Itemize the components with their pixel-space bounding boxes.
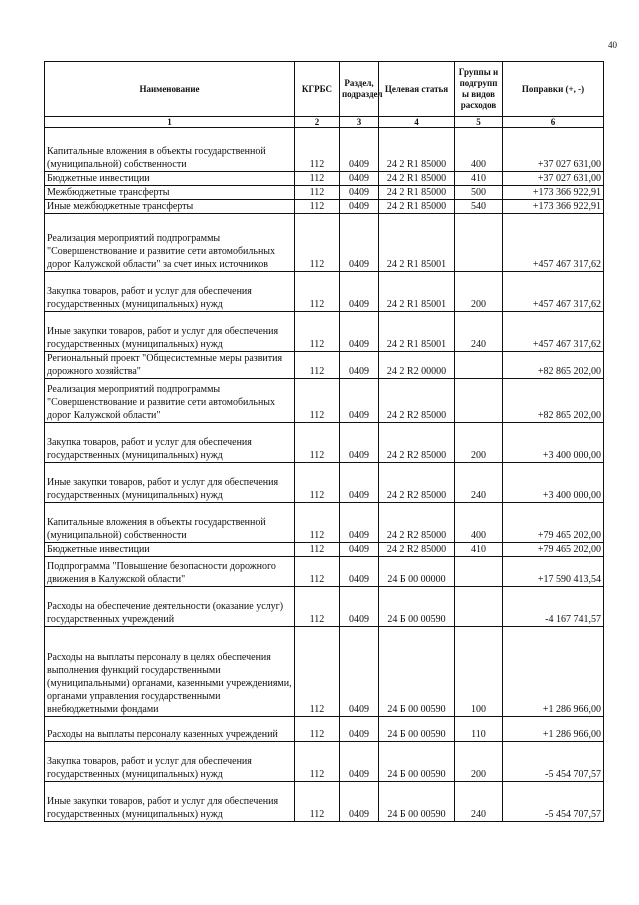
table-row <box>45 557 604 587</box>
row-kgrbs: 112 <box>295 214 340 272</box>
table-row <box>45 272 604 312</box>
row-target: 24 2 R2 85000 <box>379 379 455 423</box>
row-target: 24 Б 00 00000 <box>379 557 455 587</box>
table-row <box>45 503 604 543</box>
row-name: Межбюджетные трансферты <box>45 186 295 200</box>
row-amount: +3 400 000,00 <box>503 423 604 463</box>
row-name: Подпрограмма "Повышение безопасности дорожного движения в Калужской области" <box>45 557 295 587</box>
col-number: 4 <box>379 117 455 128</box>
row-kgrbs: 112 <box>295 717 340 742</box>
row-kgrbs: 112 <box>295 272 340 312</box>
row-name: Реализация мероприятий подпрограммы "Совершенствование и развитие сети автомобильных дорог Калужской области" <box>45 379 295 423</box>
row-name: Капитальные вложения в объекты государственной (муниципальной) собственности <box>45 128 295 172</box>
row-kgrbs: 112 <box>295 379 340 423</box>
row-section: 0409 <box>340 312 379 352</box>
row-amount: +457 467 317,62 <box>503 312 604 352</box>
table-row <box>45 587 604 627</box>
table-row <box>45 627 604 717</box>
row-name: Расходы на обеспечение деятельности (оказание услуг) государственных учреждений <box>45 587 295 627</box>
table-row <box>45 463 604 503</box>
row-kgrbs: 112 <box>295 352 340 379</box>
row-name: Иные закупки товаров, работ и услуг для обеспечения государственных (муниципальных) нужд <box>45 312 295 352</box>
row-name: Бюджетные инвестиции <box>45 543 295 557</box>
row-target: 24 Б 00 00590 <box>379 717 455 742</box>
row-section: 0409 <box>340 352 379 379</box>
row-name: Иные закупки товаров, работ и услуг для обеспечения государственных (муниципальных) нужд <box>45 782 295 822</box>
row-group: 200 <box>455 742 503 782</box>
row-section: 0409 <box>340 587 379 627</box>
row-name: Иные межбюджетные трансферты <box>45 200 295 214</box>
row-section: 0409 <box>340 272 379 312</box>
header-amendments: Поправки (+, -) <box>503 62 604 117</box>
row-amount: +173 366 922,91 <box>503 200 604 214</box>
table-row <box>45 742 604 782</box>
row-group <box>455 379 503 423</box>
row-name: Расходы на выплаты персоналу казенных учреждений <box>45 717 295 742</box>
row-amount: -4 167 741,57 <box>503 587 604 627</box>
row-group: 400 <box>455 503 503 543</box>
row-section: 0409 <box>340 172 379 186</box>
row-section: 0409 <box>340 214 379 272</box>
table-row <box>45 186 604 200</box>
header-section: Раздел, подраздел <box>340 62 379 117</box>
row-group: 110 <box>455 717 503 742</box>
row-section: 0409 <box>340 717 379 742</box>
row-amount: +82 865 202,00 <box>503 352 604 379</box>
row-target: 24 2 R1 85000 <box>379 200 455 214</box>
row-group <box>455 214 503 272</box>
row-amount: +1 286 966,00 <box>503 627 604 717</box>
row-amount: +17 590 413,54 <box>503 557 604 587</box>
row-kgrbs: 112 <box>295 503 340 543</box>
row-amount: +457 467 317,62 <box>503 214 604 272</box>
row-group: 540 <box>455 200 503 214</box>
row-group: 400 <box>455 128 503 172</box>
row-name: Закупка товаров, работ и услуг для обеспечения государственных (муниципальных) нужд <box>45 742 295 782</box>
row-amount: +37 027 631,00 <box>503 172 604 186</box>
row-section: 0409 <box>340 543 379 557</box>
col-number: 3 <box>340 117 379 128</box>
row-amount: +457 467 317,62 <box>503 272 604 312</box>
row-group: 240 <box>455 463 503 503</box>
row-target: 24 2 R1 85001 <box>379 272 455 312</box>
row-target: 24 2 R1 85000 <box>379 186 455 200</box>
col-number: 5 <box>455 117 503 128</box>
table-row <box>45 543 604 557</box>
budget-amendments-table <box>44 61 604 822</box>
row-target: 24 2 R1 85000 <box>379 172 455 186</box>
table-row <box>45 128 604 172</box>
row-target: 24 2 R2 85000 <box>379 463 455 503</box>
row-name: Расходы на выплаты персоналу в целях обеспечения выполнения функций государственными (муниципальными) органами, казенными учреждениями, органами управления государственными внебюджетными фондами <box>45 627 295 717</box>
page-number: 40 <box>608 40 617 50</box>
row-kgrbs: 112 <box>295 587 340 627</box>
row-target: 24 Б 00 00590 <box>379 742 455 782</box>
row-kgrbs: 112 <box>295 782 340 822</box>
row-name: Капитальные вложения в объекты государственной (муниципальной) собственности <box>45 503 295 543</box>
row-amount: -5 454 707,57 <box>503 782 604 822</box>
row-amount: +79 465 202,00 <box>503 543 604 557</box>
table-row <box>45 717 604 742</box>
row-kgrbs: 112 <box>295 200 340 214</box>
row-amount: +173 366 922,91 <box>503 186 604 200</box>
row-group: 410 <box>455 543 503 557</box>
row-kgrbs: 112 <box>295 742 340 782</box>
row-section: 0409 <box>340 200 379 214</box>
row-group: 240 <box>455 312 503 352</box>
row-name: Бюджетные инвестиции <box>45 172 295 186</box>
row-kgrbs: 112 <box>295 186 340 200</box>
row-kgrbs: 112 <box>295 557 340 587</box>
row-group: 240 <box>455 782 503 822</box>
table-row <box>45 423 604 463</box>
col-number: 1 <box>45 117 295 128</box>
table-row <box>45 200 604 214</box>
row-name: Региональный проект "Общесистемные меры развития дорожного хозяйства" <box>45 352 295 379</box>
row-section: 0409 <box>340 128 379 172</box>
row-target: 24 2 R2 85000 <box>379 543 455 557</box>
row-target: 24 2 R1 85001 <box>379 214 455 272</box>
row-amount: +3 400 000,00 <box>503 463 604 503</box>
row-target: 24 Б 00 00590 <box>379 627 455 717</box>
row-group <box>455 587 503 627</box>
header-target: Целевая статья <box>379 62 455 117</box>
row-kgrbs: 112 <box>295 172 340 186</box>
row-section: 0409 <box>340 463 379 503</box>
row-kgrbs: 112 <box>295 128 340 172</box>
table-row <box>45 312 604 352</box>
row-target: 24 2 R2 85000 <box>379 423 455 463</box>
row-kgrbs: 112 <box>295 312 340 352</box>
table-row <box>45 172 604 186</box>
row-amount: +82 865 202,00 <box>503 379 604 423</box>
row-amount: -5 454 707,57 <box>503 742 604 782</box>
row-kgrbs: 112 <box>295 543 340 557</box>
col-number: 2 <box>295 117 340 128</box>
row-group: 500 <box>455 186 503 200</box>
table-row <box>45 352 604 379</box>
row-section: 0409 <box>340 557 379 587</box>
row-target: 24 2 R2 00000 <box>379 352 455 379</box>
row-group: 410 <box>455 172 503 186</box>
row-section: 0409 <box>340 782 379 822</box>
row-name: Иные закупки товаров, работ и услуг для обеспечения государственных (муниципальных) нужд <box>45 463 295 503</box>
row-section: 0409 <box>340 627 379 717</box>
row-group: 200 <box>455 272 503 312</box>
row-amount: +79 465 202,00 <box>503 503 604 543</box>
row-amount: +1 286 966,00 <box>503 717 604 742</box>
row-group <box>455 352 503 379</box>
table-row <box>45 782 604 822</box>
row-target: 24 Б 00 00590 <box>379 782 455 822</box>
row-section: 0409 <box>340 503 379 543</box>
row-kgrbs: 112 <box>295 627 340 717</box>
row-name: Закупка товаров, работ и услуг для обеспечения государственных (муниципальных) нужд <box>45 272 295 312</box>
row-name: Реализация мероприятий подпрограммы "Совершенствование и развитие сети автомобильных дорог Калужской области" за счет иных источников <box>45 214 295 272</box>
header-kgrbs: КГРБС <box>295 62 340 117</box>
header-name: Наименование <box>45 62 295 117</box>
row-group: 100 <box>455 627 503 717</box>
row-target: 24 Б 00 00590 <box>379 587 455 627</box>
row-group: 200 <box>455 423 503 463</box>
row-section: 0409 <box>340 742 379 782</box>
row-kgrbs: 112 <box>295 463 340 503</box>
row-kgrbs: 112 <box>295 423 340 463</box>
row-section: 0409 <box>340 423 379 463</box>
table-row <box>45 379 604 423</box>
row-target: 24 2 R1 85000 <box>379 128 455 172</box>
row-name: Закупка товаров, работ и услуг для обеспечения государственных (муниципальных) нужд <box>45 423 295 463</box>
row-section: 0409 <box>340 379 379 423</box>
row-group <box>455 557 503 587</box>
row-section: 0409 <box>340 186 379 200</box>
header-group: Группы и подгрупп ы видов расходов <box>455 62 503 117</box>
col-number: 6 <box>503 117 604 128</box>
row-amount: +37 027 631,00 <box>503 128 604 172</box>
row-target: 24 2 R1 85001 <box>379 312 455 352</box>
table-row <box>45 214 604 272</box>
row-target: 24 2 R2 85000 <box>379 503 455 543</box>
